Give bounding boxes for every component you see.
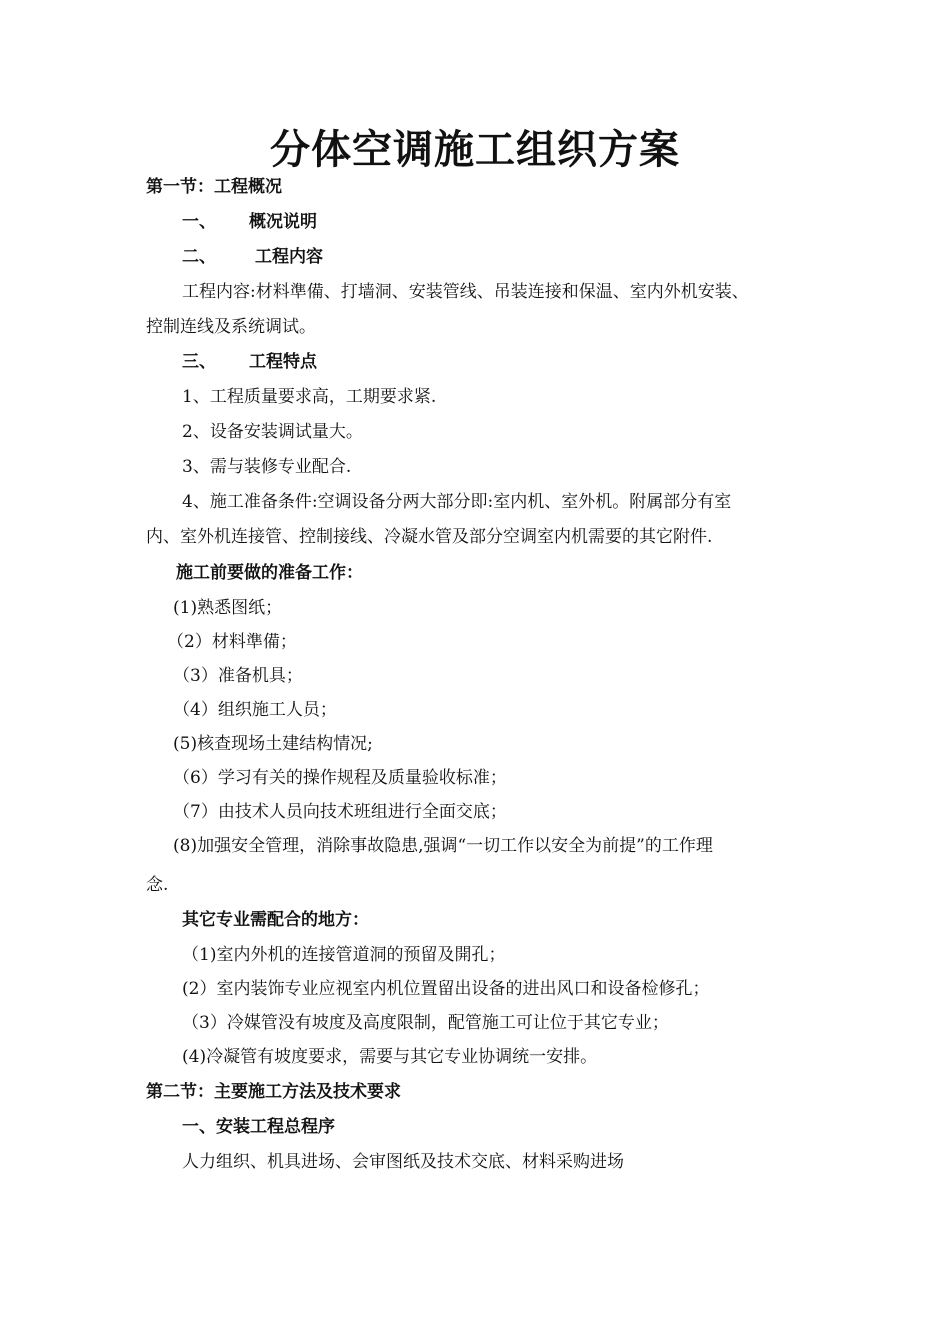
- prep-item: （3）准备机具；: [173, 666, 303, 686]
- prep-item: （2）材料準備；: [167, 632, 297, 652]
- prep-item: 念.: [146, 875, 169, 895]
- coop-item: （3）冷媒管没有坡度及高度限制，配管施工可让位于其它专业；: [182, 1013, 669, 1033]
- coop-item: （1)室内外机的连接管道洞的预留及開孔；: [182, 945, 506, 965]
- item2-text: 工程内容: [255, 247, 323, 267]
- content-line: 控制连线及系统调试。: [146, 317, 316, 337]
- prep-item: (1)熟悉图纸；: [173, 598, 283, 618]
- feature-line: 4、施工准备条件:空调设备分两大部分即:室内机、室外机。附属部分有室: [182, 492, 732, 512]
- prep-item: (5)核查现场土建结构情况;: [173, 734, 373, 754]
- coop-heading: 其它专业需配合的地方：: [182, 910, 369, 930]
- item3-text: 工程特点: [249, 352, 317, 372]
- prep-heading: 施工前要做的准备工作：: [176, 563, 363, 583]
- item3-number: 三、: [182, 352, 216, 372]
- content-line: 工程内容:材料準備、打墙洞、安装管线、吊装连接和保温、室内外机安装、: [182, 282, 749, 302]
- section2-subheading: 一、安装工程总程序: [182, 1117, 335, 1137]
- prep-item: （7）由技术人员向技术班组进行全面交底；: [173, 802, 507, 822]
- document-title: 分体空调施工组织方案: [270, 126, 680, 173]
- item1-number: 一、: [182, 212, 216, 232]
- prep-item: （6）学习有关的操作规程及质量验收标准；: [173, 768, 507, 788]
- feature-line: 内、室外机连接管、控制接线、冷凝水管及部分空调室内机需要的其它附件.: [146, 527, 713, 547]
- section2-text: 人力组织、机具进场、会审图纸及技术交底、材料采购进场: [182, 1152, 624, 1172]
- section2-heading: 第二节：主要施工方法及技术要求: [146, 1082, 401, 1102]
- coop-item: (2）室内装饰专业应视室内机位置留出设备的进出风口和设备检修孔；: [182, 979, 710, 999]
- section1-heading: 第一节：工程概况: [146, 177, 282, 197]
- coop-item: (4)冷凝管有坡度要求，需要与其它专业协调统一安排。: [182, 1047, 598, 1067]
- feature-line: 3、需与装修专业配合.: [182, 457, 352, 477]
- feature-line: 1、工程质量要求高，工期要求紧.: [182, 387, 437, 407]
- prep-item: （4）组织施工人员；: [173, 700, 337, 720]
- feature-line: 2、设备安装调试量大。: [182, 422, 363, 442]
- prep-item: (8)加强安全管理，消除事故隐患,强调“一切工作以安全为前提”的工作理: [173, 836, 713, 856]
- item2-number: 二、: [182, 247, 216, 267]
- item1-text: 概况说明: [249, 212, 317, 232]
